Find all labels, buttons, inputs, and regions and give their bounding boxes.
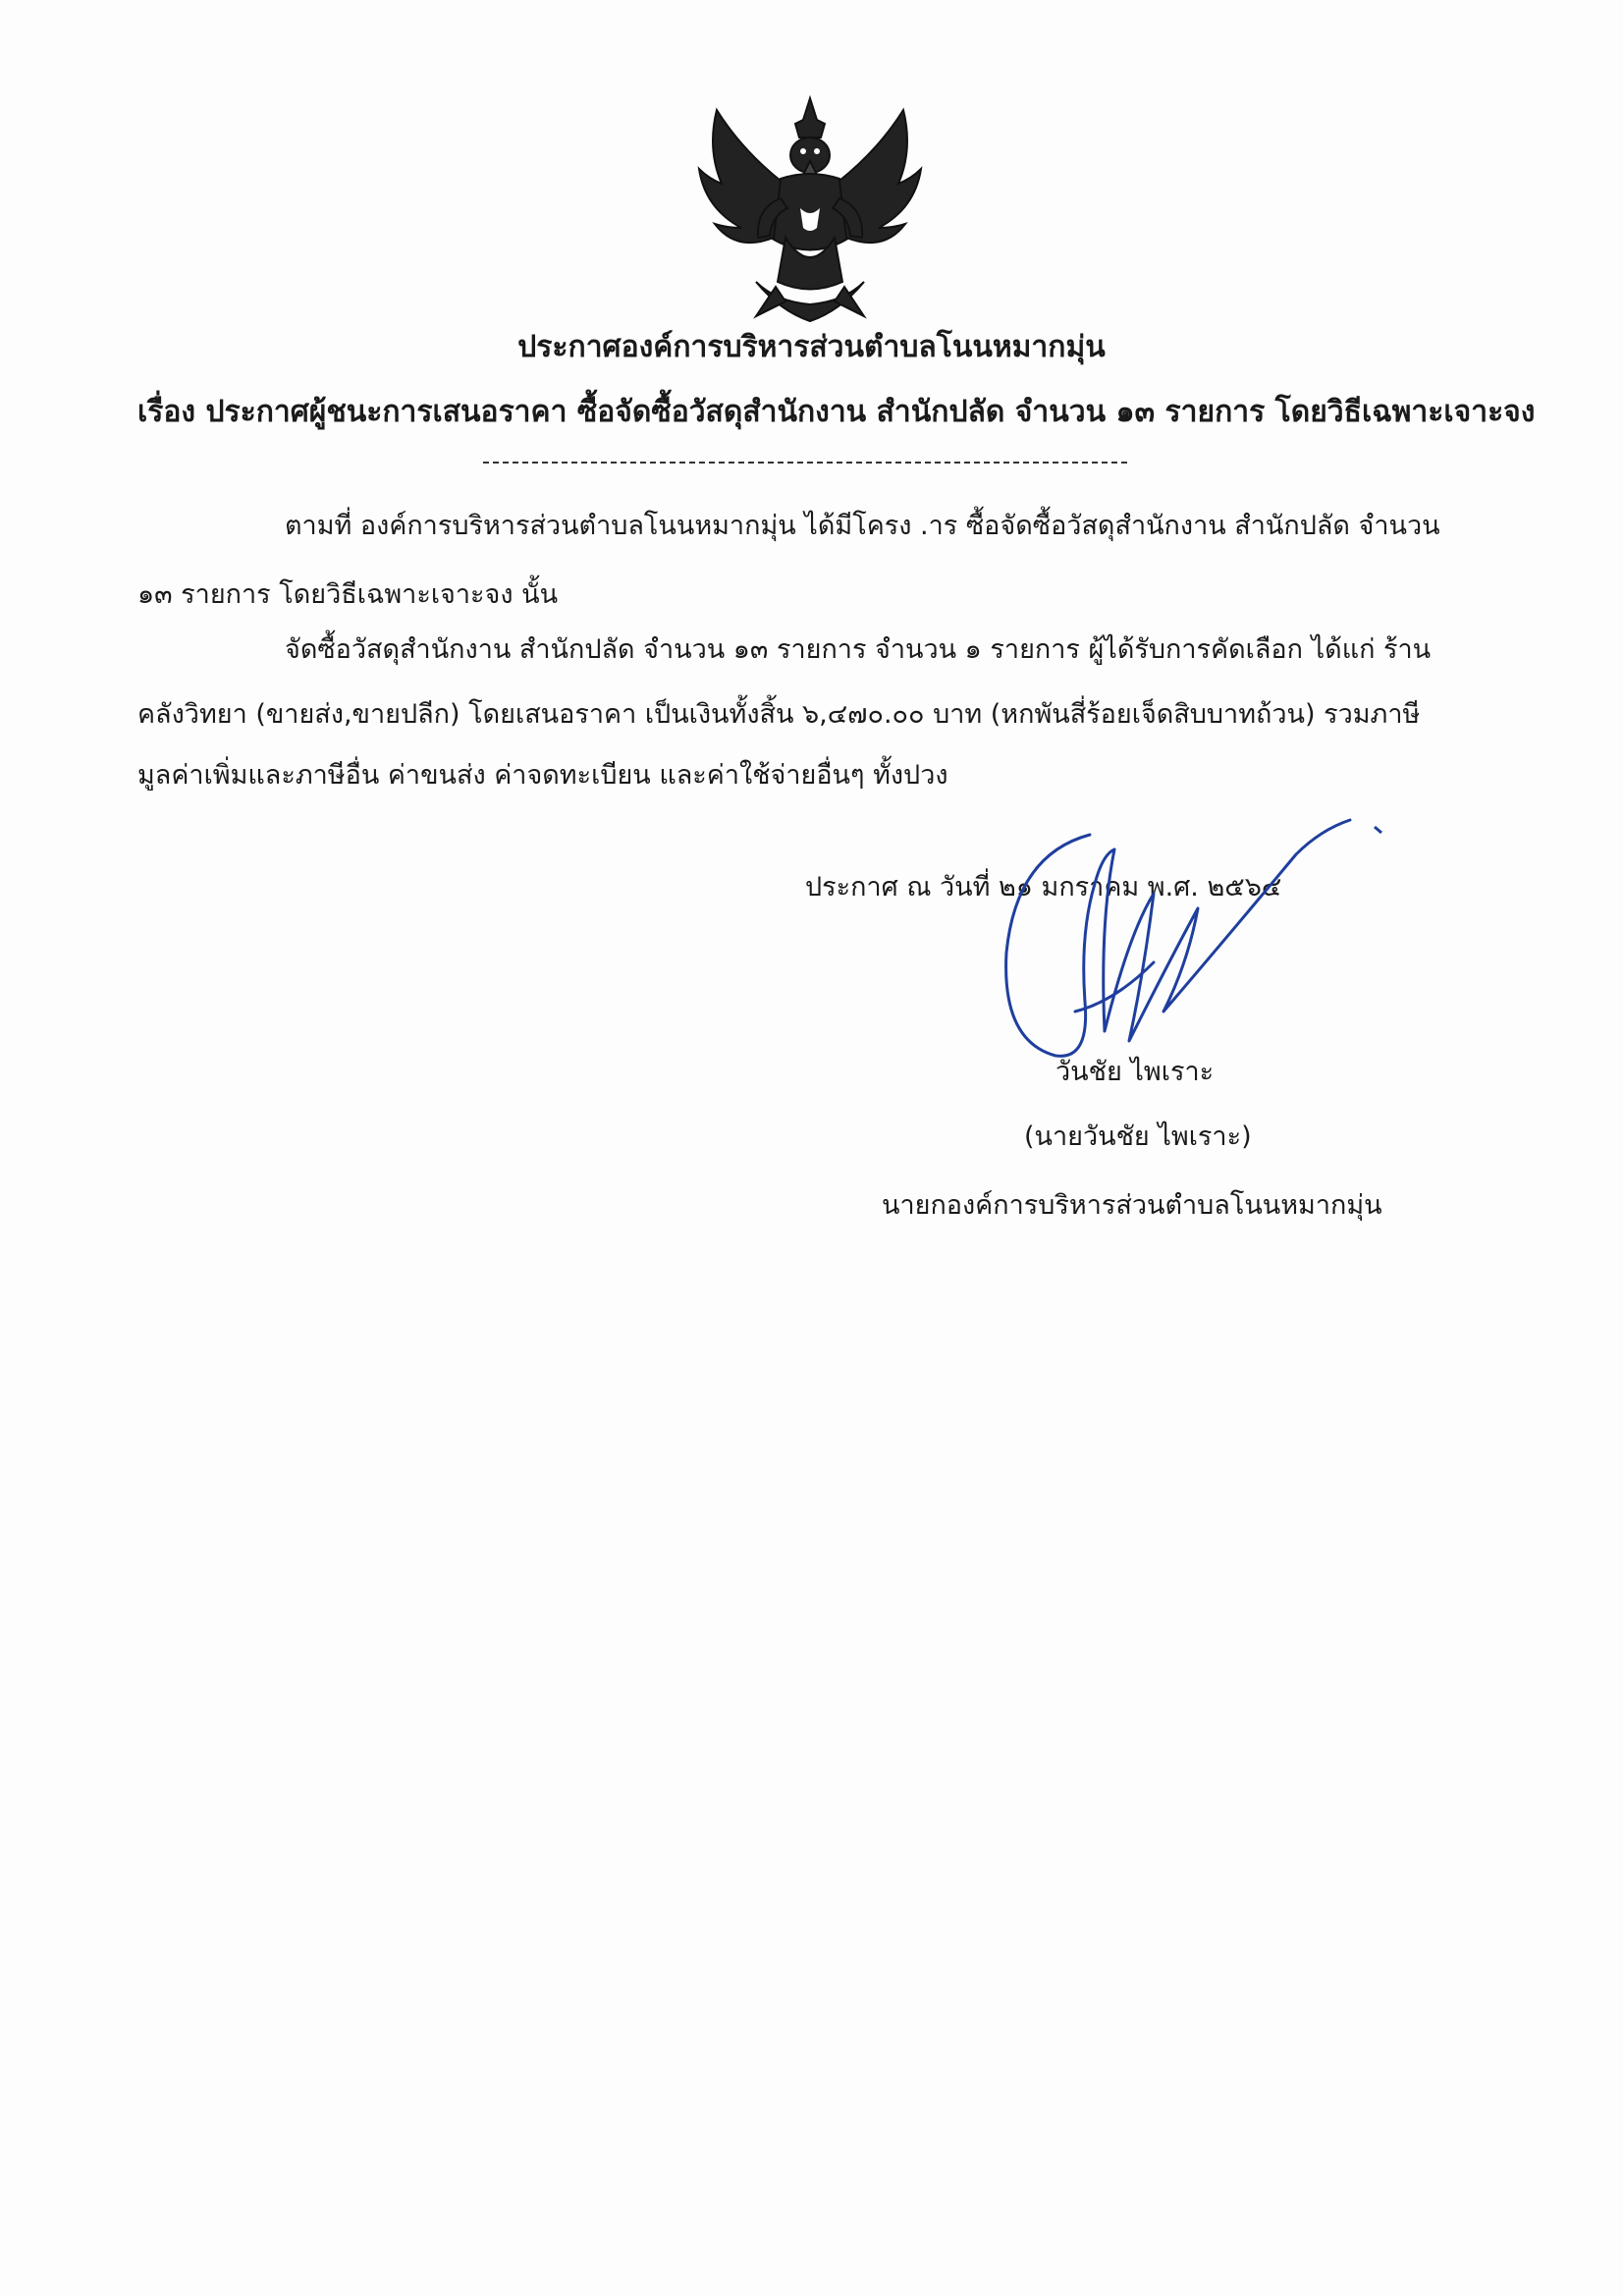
signer-full-name: (นายวันชัย ไพเราะ) xyxy=(1024,1121,1252,1152)
announcement-subject: เรื่อง ประกาศผู้ชนะการเสนอราคา ซื้อจัดซื้อวัสดุสำนักงาน สำนักปลัด จำนวน ๑๓ รายการ โดยวิธีเฉพาะเจาะจง xyxy=(137,395,1536,429)
paragraph-1-line-2: ๑๓ รายการ โดยวิธีเฉพาะเจาะจง นั้น xyxy=(137,579,559,610)
paragraph-2-line-3: มูลค่าเพิ่มและภาษีอื่น ค่าขนส่ง ค่าจดทะเบียน และค่าใช้จ่ายอื่นๆ ทั้งปวง xyxy=(137,760,948,791)
separator-line xyxy=(483,462,1127,464)
announcement-date: ประกาศ ณ วันที่ ๒๑ มกราคม พ.ศ. ๒๕๖๔ xyxy=(805,872,1282,902)
announcement-title: ประกาศองค์การบริหารส่วนตำบลโนนหมากมุ่น xyxy=(517,330,1106,364)
signer-position: นายกองค์การบริหารส่วนตำบลโนนหมากมุ่น xyxy=(882,1190,1382,1221)
paragraph-2-line-2: คลังวิทยา (ขายส่ง,ขายปลีก) โดยเสนอราคา เป็นเงินทั้งสิ้น ๖,๔๗๐.๐๐ บาท (หกพันสี่ร้อยเจ็ดสิบบาทถ้วน) รวมภาษี xyxy=(137,699,1421,730)
signed-name: วันชัย ไพเราะ xyxy=(1055,1057,1215,1087)
paragraph-1-line-1: ตามที่ องค์การบริหารส่วนตำบลโนนหมากมุ่น ได้มีโครง .าร ซื้อจัดซื้อวัสดุสำนักงาน สำนักปลัด จำนวน xyxy=(285,511,1440,541)
garuda-emblem-icon xyxy=(687,90,933,336)
paragraph-2-line-1: จัดซื้อวัสดุสำนักงาน สำนักปลัด จำนวน ๑๓ รายการ จำนวน ๑ รายการ ผู้ได้รับการคัดเลือก ได้แก่ ร้าน xyxy=(285,634,1432,665)
